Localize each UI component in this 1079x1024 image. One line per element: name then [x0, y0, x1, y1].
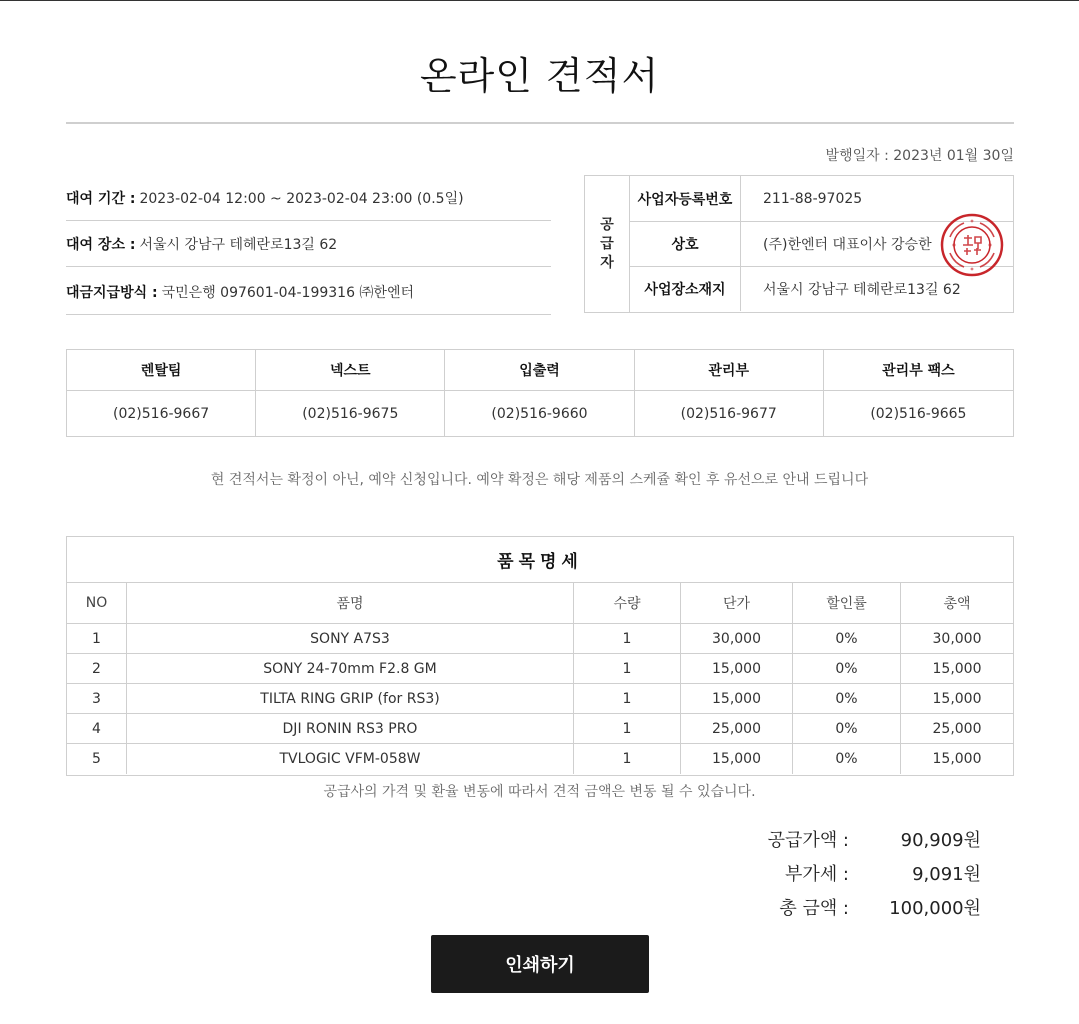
table-cell: DJI RONIN RS3 PRO [127, 714, 574, 744]
supplier-label: 상호 [630, 222, 741, 266]
table-cell: 1 [574, 654, 681, 684]
table-cell: 25,000 [681, 714, 793, 744]
payment-method-label: 대금지급방식 : [66, 284, 158, 301]
rental-period-row [66, 175, 551, 221]
table-cell: 1 [574, 684, 681, 714]
table-cell: 0% [793, 624, 901, 654]
print-button[interactable]: 인쇄하기 [431, 935, 649, 993]
rental-period-label: 대여 기간 : [66, 190, 136, 207]
table-cell: 15,000 [901, 684, 1013, 714]
column-header: NO [67, 583, 127, 624]
table-cell: 15,000 [681, 654, 793, 684]
table-cell: 1 [574, 624, 681, 654]
table-cell: 25,000 [901, 714, 1013, 744]
contact-dept: 관리부 팩스 [824, 350, 1013, 391]
table-cell: SONY 24-70mm F2.8 GM [127, 654, 574, 684]
vat-label: 부가세 : [785, 864, 849, 885]
column-header: 총액 [901, 583, 1013, 624]
issue-date: 발행일자 : 2023년 01월 30일 [825, 148, 1014, 164]
table-cell: 1 [574, 744, 681, 774]
rental-place-value: 서울시 강남구 테헤란로13길 62 [139, 236, 338, 253]
contact-phone: (02)516-9660 [445, 391, 634, 437]
table-cell: 5 [67, 744, 127, 774]
supplier-side-text: 공 급 자 [600, 216, 614, 271]
contact-dept: 관리부 [635, 350, 824, 391]
column-header: 품명 [127, 583, 574, 624]
supply-amount-value: 90,909원 [900, 830, 981, 851]
total-amount-value: 100,000원 [889, 898, 981, 919]
table-cell: 30,000 [901, 624, 1013, 654]
table-cell: TILTA RING GRIP (for RS3) [127, 684, 574, 714]
table-cell: 4 [67, 714, 127, 744]
contact-phone: (02)516-9665 [870, 406, 967, 422]
price-change-note: 공급사의 가격 및 환율 변동에 따라서 견적 금액은 변동 될 수 있습니다. [323, 784, 756, 800]
page-title: 온라인 견적서 [419, 54, 660, 98]
supplier-value: 서울시 강남구 테헤란로13길 62 [763, 282, 961, 298]
rental-place-label: 대여 장소 : [66, 236, 136, 253]
table-cell: 1 [67, 624, 127, 654]
table-cell: TVLOGIC VFM-058W [127, 744, 574, 774]
table-cell: 1 [574, 714, 681, 744]
contact-dept: 입출력 [445, 350, 634, 391]
supplier-value: (주)한엔터 대표이사 강승한 [763, 237, 932, 253]
payment-method-value: 국민은행 097601-04-199316 ㈜한엔터 [161, 284, 414, 301]
contact-phone: (02)516-9675 [256, 391, 445, 437]
vat-value: 9,091원 [912, 864, 981, 885]
table-cell: 15,000 [932, 751, 982, 767]
contact-phone: (02)516-9677 [635, 391, 824, 437]
items-table [66, 536, 1014, 776]
table-cell: 15,000 [681, 744, 793, 774]
rental-period-value: 2023-02-04 12:00 ~ 2023-02-04 23:00 (0.5일) [139, 190, 464, 207]
company-seal-stamp [940, 213, 1004, 277]
contacts-table [66, 349, 1014, 437]
title-divider [66, 122, 1014, 124]
table-cell: 15,000 [681, 684, 793, 714]
items-grid [67, 583, 1013, 774]
contact-dept: 렌탈팀 [67, 350, 256, 391]
table-cell: 0% [793, 684, 901, 714]
total-amount-label: 총 금액 : [779, 898, 849, 919]
table-cell: 2 [67, 654, 127, 684]
table-cell: 3 [67, 684, 127, 714]
table-cell: 0% [793, 654, 901, 684]
supplier-label: 사업장소재지 [630, 267, 741, 311]
reservation-notice: 현 견적서는 확정이 아닌, 예약 신청입니다. 예약 확정은 해당 제품의 스케쥴 확인 후 유선으로 안내 드립니다 [210, 472, 869, 488]
supplier-label: 사업자등록번호 [630, 176, 741, 221]
contact-phone: (02)516-9667 [67, 391, 256, 437]
table-cell: 0% [793, 744, 901, 774]
table-cell: SONY A7S3 [127, 624, 574, 654]
column-header: 할인률 [793, 583, 901, 624]
contact-dept: 넥스트 [256, 350, 445, 391]
rental-place-row [66, 221, 551, 267]
items-table-title: 품목명세 [67, 537, 1013, 583]
column-header: 단가 [681, 583, 793, 624]
table-cell: 0% [793, 714, 901, 744]
supplier-value: 211-88-97025 [763, 190, 863, 207]
supply-amount-label: 공급가액 : [767, 830, 849, 851]
table-cell: 30,000 [681, 624, 793, 654]
table-cell: 15,000 [901, 654, 1013, 684]
supplier-side-label [585, 176, 630, 312]
payment-method-row [66, 269, 551, 315]
column-header: 수량 [574, 583, 681, 624]
